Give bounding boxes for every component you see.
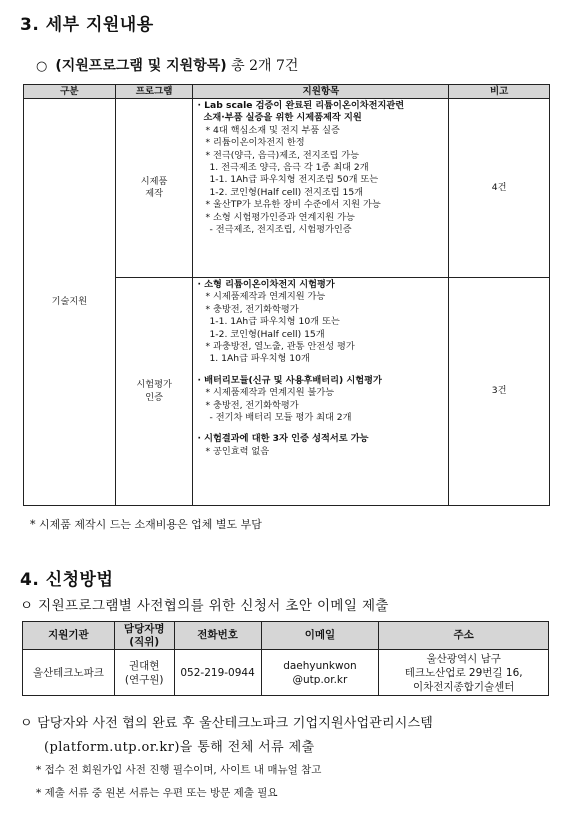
support-items-table — [23, 84, 550, 506]
header-address: 주소 — [379, 622, 549, 650]
submission-line1: ㅇ 담당자와 사전 협의 완료 후 울산테크노파크 기업지원사업관리시스템 — [20, 716, 434, 731]
table-header-row — [23, 622, 549, 650]
section-3-title: 3. 세부 지원내용 — [20, 15, 154, 35]
subtitle-count: 총 2개 7건 — [231, 58, 299, 74]
submission-line2: (platform.utp.or.kr)을 통해 전체 서류 제출 — [44, 740, 315, 755]
header-note: 비고 — [449, 85, 550, 99]
table-header-row — [24, 85, 550, 99]
phone-cell: 052-219-0944 — [174, 650, 261, 696]
note-original-docs: * 제출 서류 중 원본 서류는 우편 또는 방문 제출 필요 — [36, 787, 278, 799]
footnote-material-cost: * 시제품 제작시 드는 소재비용은 업체 별도 부담 — [30, 518, 262, 531]
header-category: 구분 — [24, 85, 116, 99]
address-cell: 울산광역시 남구 테크노산업로 29번길 16, 이차전지종합기술센터 — [379, 650, 549, 696]
email-cell[interactable]: daehyunkwon @utp.or.kr — [261, 650, 379, 696]
section-4-line1: ㅇ 지원프로그램별 사전협의를 위한 신청서 초안 이메일 제출 — [20, 598, 389, 614]
org-cell: 울산테크노파크 — [23, 650, 115, 696]
table-row — [24, 99, 550, 278]
note-cell: 4건 — [449, 99, 550, 278]
header-items: 지원항목 — [193, 85, 449, 99]
header-email: 이메일 — [261, 622, 379, 650]
table-row — [23, 650, 549, 696]
header-org: 지원기관 — [23, 622, 115, 650]
subtitle-bold: (지원프로그램 및 지원항목) — [55, 58, 227, 74]
note-cell: 3건 — [449, 278, 550, 506]
section-3-subtitle — [36, 55, 298, 75]
category-cell: 기술지원 — [24, 99, 116, 506]
section-4-title: 4. 신청방법 — [20, 570, 114, 590]
header-program: 프로그램 — [115, 85, 193, 99]
program-cell: 시제품 제작 — [115, 99, 193, 278]
contact-table — [22, 621, 549, 696]
program-cell: 시험평가 인증 — [115, 278, 193, 506]
bullet-circle: ○ — [36, 59, 48, 74]
header-contact: 담당자명 (직위) — [114, 622, 174, 650]
header-phone: 전화번호 — [174, 622, 261, 650]
contact-cell: 권대현 (연구원) — [114, 650, 174, 696]
items-cell: · Lab scale 검증이 완료된 리튬이온이차전지관련 소재·부품 실증을 위한 시제품제작 지원 * 4대 핵심소재 및 전지 부품 실증 * 리튬이온이차전지 한정 * 전극(양극, 음극)제조, 전지조립 가능 1. 전극제조 양극, 음극 각 1종 최대 2개 1-1. 1Ah급 파우치형 전지조립 50개 또는 1-2. 코인형(Half cell) 전지조립 15개 * 울산TP가 보유한 장비 수준에서 지원 가능 * 소형 시험평가인증과 연계지원 가능 - 전극제조, 전지조립, 시험평가인증 — [193, 99, 449, 278]
items-cell: · 소형 리튬이온이차전지 시험평가 * 시제품제작과 연계지원 가능 * 충방전, 전기화학평가 1-1. 1Ah급 파우치형 10개 또는 1-2. 코인형(Half cell) 15개 * 과충방전, 열노출, 관통 안전성 평가 1. 1Ah급 파우치형 10개 · 배터리모듈(신규 및 사용후배터리) 시험평가 * 시제품제작과 연계지원 불가능 * 충방전, 전기화학평가 - 전기차 배터리 모듈 평가 최대 2개 · 시험결과에 대한 3자 인증 성적서로 가능 * 공인효력 없음 — [193, 278, 449, 506]
note-signup: * 접수 전 회원가입 사전 진행 필수이며, 사이트 내 매뉴얼 참고 — [36, 764, 322, 776]
